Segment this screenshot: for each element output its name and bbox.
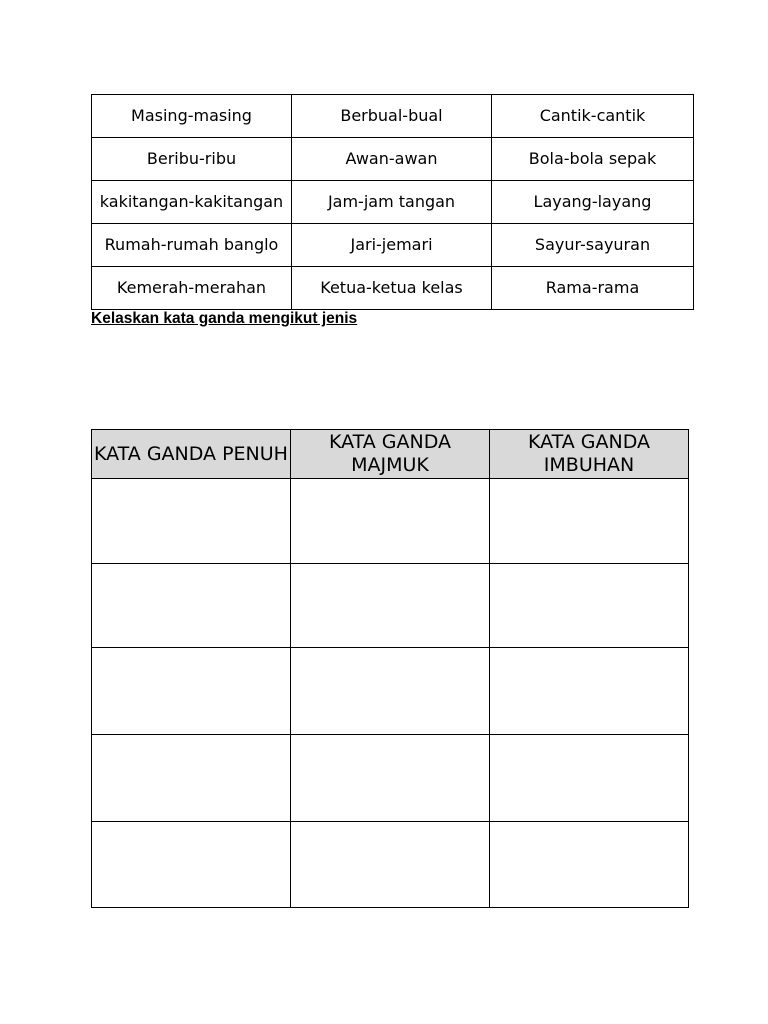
word-cell: Layang-layang [492, 181, 694, 224]
word-cell: Kemerah-merahan [92, 267, 292, 310]
word-cell: Bola-bola sepak [492, 138, 694, 181]
word-cell: kakitangan-kakitangan [92, 181, 292, 224]
word-cell: Rama-rama [492, 267, 694, 310]
answer-cell-majmuk[interactable] [291, 564, 490, 648]
column-header-majmuk: KATA GANDA MAJMUK [291, 430, 490, 479]
answer-cell-penuh[interactable] [92, 479, 291, 564]
answer-cell-majmuk[interactable] [291, 479, 490, 564]
answer-cell-majmuk[interactable] [291, 822, 490, 908]
word-cell: Masing-masing [92, 95, 292, 138]
column-header-imbuhan: KATA GANDA IMBUHAN [490, 430, 689, 479]
word-list-table [91, 94, 694, 310]
table-row [92, 267, 694, 310]
word-cell: Beribu-ribu [92, 138, 292, 181]
table-row [92, 138, 694, 181]
word-cell: Berbual-bual [292, 95, 492, 138]
answer-cell-penuh[interactable] [92, 822, 291, 908]
answer-cell-majmuk[interactable] [291, 648, 490, 735]
answer-row [92, 822, 689, 908]
answer-cell-imbuhan[interactable] [490, 648, 689, 735]
instruction-text: Kelaskan kata ganda mengikut jenis [91, 310, 358, 327]
table-row [92, 95, 694, 138]
word-cell: Jam-jam tangan [292, 181, 492, 224]
answer-cell-imbuhan[interactable] [490, 735, 689, 822]
word-cell: Awan-awan [292, 138, 492, 181]
answer-cell-majmuk[interactable] [291, 735, 490, 822]
answer-cell-imbuhan[interactable] [490, 479, 689, 564]
table-row [92, 224, 694, 267]
answer-cell-penuh[interactable] [92, 735, 291, 822]
answer-cell-imbuhan[interactable] [490, 822, 689, 908]
word-cell: Rumah-rumah banglo [92, 224, 292, 267]
word-cell: Sayur-sayuran [492, 224, 694, 267]
table-row [92, 181, 694, 224]
answer-row [92, 648, 689, 735]
word-cell: Cantik-cantik [492, 95, 694, 138]
header-row [92, 430, 689, 479]
answer-row [92, 479, 689, 564]
answer-row [92, 735, 689, 822]
answer-row [92, 564, 689, 648]
word-cell: Jari-jemari [292, 224, 492, 267]
answer-cell-imbuhan[interactable] [490, 564, 689, 648]
classification-table [91, 429, 689, 908]
answer-cell-penuh[interactable] [92, 648, 291, 735]
column-header-penuh: KATA GANDA PENUH [92, 430, 291, 479]
answer-cell-penuh[interactable] [92, 564, 291, 648]
word-cell: Ketua-ketua kelas [292, 267, 492, 310]
